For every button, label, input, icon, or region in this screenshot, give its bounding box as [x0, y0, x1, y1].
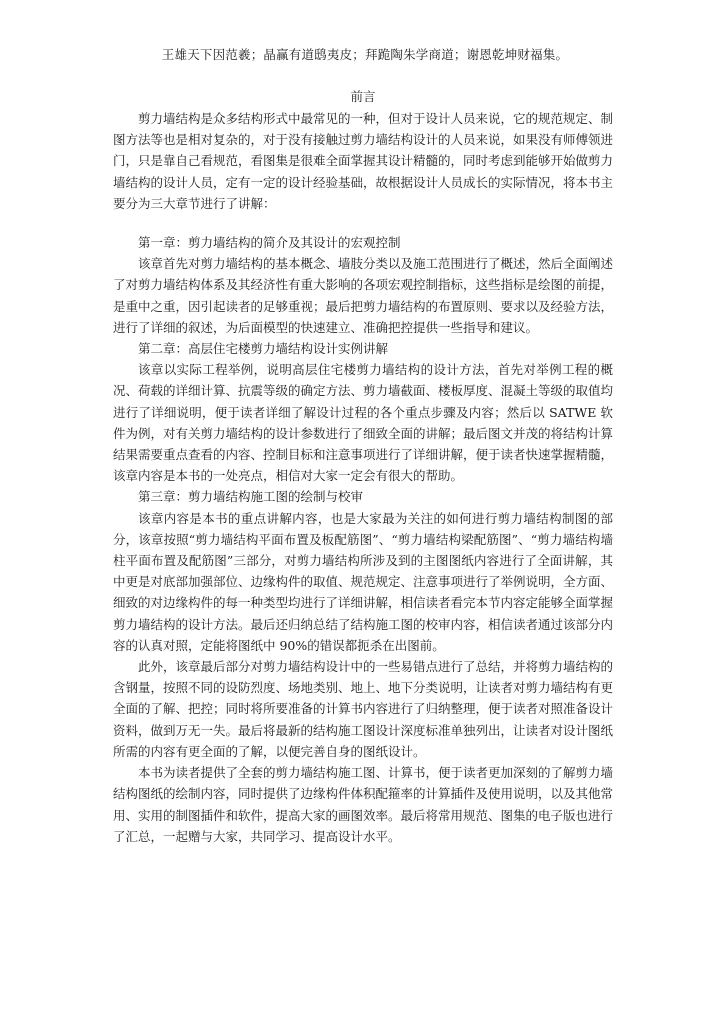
- section-gap: [113, 214, 613, 232]
- chapter3-body: 该章内容是本书的重点讲解内容，也是大家最为关注的如何进行剪力墙结构制图的部分，该章按照“剪力墙结构平面布置及板配筋图”、“剪力墙结构梁配筋图”、“剪力墙结构墙柱平面布置及配筋图”三部分，对剪力墙结构所涉及到的主图图纸内容进行了全面讲解，其中更是对底部加强部位、边缘构件的取值、规范规定、注意事项进行了举例说明，全方面、细致的对边缘构件的每一种类型均进行了详细讲解，相信读者看完本节内容定能够全面掌握剪力墙结构的设计方法。最后还归纳总结了结构施工图的校审内容，相信读者通过该部分内容的认真对照，定能将图纸中 90%的错误都扼杀在出图前。: [113, 510, 614, 653]
- preface-title: 前言: [350, 89, 376, 104]
- intro-paragraph: 剪力墙结构是众多结构形式中最常见的一种，但对于设计人员来说，它的规范规定、制图方法等也是相对复杂的，对于没有接触过剪力墙结构设计的人员来说，如果没有师傅领进门，只是靠自己看规范，看图集是很难全面掌握其设计精髓的，同时考虑到能够开始做剪力墙结构的设计人员，定有一定的设计经验基础，故根据设计人员成长的实际情况，将本书主要分为三大章节进行了讲解：: [113, 111, 614, 211]
- chapter2-title: 第二章：高层住宅楼剪力墙结构设计实例讲解: [138, 341, 389, 357]
- chapter1-body: 该章首先对剪力墙结构的基本概念、墙肢分类以及施工范围进行了概述，然后全面阐述了对剪力墙结构体系及其经济性有重大影响的各项宏观控制指标，这些指标是绘图的前提，是重中之重，因引起读者的足够重视；最后把剪力墙结构的布置原则、要求以及经验方法，进行了详细的叙述，为后面模型的快速建立、准确把控提供一些指导和建议。: [113, 256, 614, 335]
- chapter2-body: 该章以实际工程举例，说明高层住宅楼剪力墙结构的设计方法，首先对举例工程的概况、荷载的详细计算、抗震等级的确定方法、剪力墙截面、楼板厚度、混凝土等级的取值均进行了详细说明，便于读者详细了解设计过程的各个重点步骤及内容；然后以 SATWE 软件为例，对有关剪力墙结构的设计参数进行了细致全面的讲解；最后图文并茂的将结构计算结果需要重点查看的内容、控制目标和注意事项进行了详细讲解，便于读者快速掌握精髓，该章内容是本书的一处亮点，相信对大家一定会有很大的帮助。: [113, 362, 614, 484]
- header-verse: 王雄天下因范羲；晶赢有道鸱夷皮；拜跪陶朱学商道；谢恩乾坤财福集。: [161, 47, 569, 62]
- extra-paragraph: 此外，该章最后部分对剪力墙结构设计中的一些易错点进行了总结，并将剪力墙结构的含钢量，按照不同的设防烈度、场地类别、地上、地下分类说明，让读者对剪力墙结构有更全面的了解、把控；同时将所要准备的计算书内容进行了归纳整理，便于读者对照准备设计资料，做到万无一失。最后将最新的结构施工图设计深度标准单独列出，让读者对设计图纸所需的内容有更全面的了解，以便完善自身的图纸设计。: [113, 659, 614, 759]
- document-page: [113, 44, 613, 847]
- chapter1-title: 第一章：剪力墙结构的简介及其设计的宏观控制: [138, 235, 401, 251]
- final-paragraph: 本书为读者提供了全套的剪力墙结构施工图、计算书，便于读者更加深刻的了解剪力墙结构图纸的绘制内容，同时提供了边缘构件体积配箍率的计算插件及使用说明，以及其他常用、实用的制图插件和软件，提高大家的画图效率。最后将常用规范、图集的电子版也进行了汇总，一起赠与大家，共同学习、提高设计水平。: [113, 765, 614, 844]
- chapter3-title: 第三章：剪力墙结构施工图的绘制与校审: [138, 489, 364, 505]
